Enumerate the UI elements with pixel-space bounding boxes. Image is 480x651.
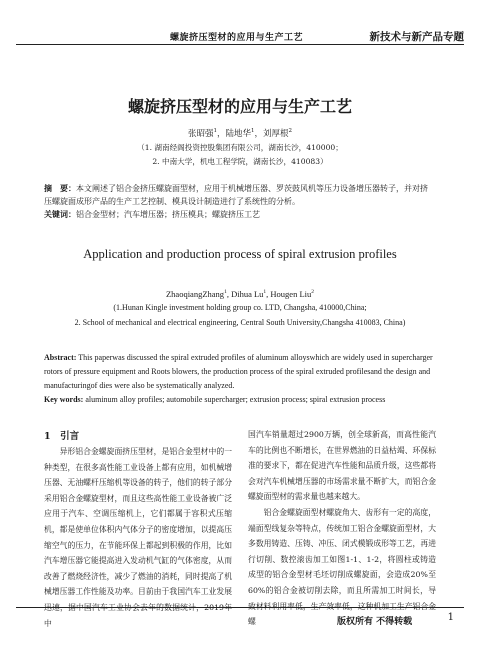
section-heading-introduction: 1 引言	[44, 431, 80, 442]
author-separator: ，	[254, 129, 264, 139]
author-en-1-aff: 1	[224, 289, 227, 296]
abstract-chinese	[44, 182, 434, 208]
abstract-text-en: This paperwas discussed the spiral extruded profiles of aluminum alloyswhich are widely used in supercharger rotors of pressure equipment and Roots blowers, the production process of the spiral extruded profilesand the design and manufacturingof dies were also be systematically analyzed.	[44, 353, 433, 390]
author-separator: ,	[226, 289, 232, 299]
title-chinese: 螺旋挤压型材的应用与生产工艺	[127, 97, 352, 116]
body-column-right	[248, 427, 436, 630]
author-en-3-aff: 2	[311, 289, 314, 296]
header-rule	[16, 44, 464, 45]
body-paragraph: 铝合金螺旋面型材螺旋角大、齿形有一定的高度，端面型线复杂等特点，传统加工铝合金螺旋面型材，大多数用铸造、压铸、冲压、闭式模锻成形等工艺，再进行切削、数控滚齿加工如图1-1、1-2，将圆柱或铸造成型的铝合金型材毛坯切削成螺旋面，会造成20%至60%的铝合金被切削去除，而且所需加工时间长，导致材料利用率低，生产效率低，这种机加工生产铝合金螺	[248, 507, 436, 627]
footer-rule	[16, 607, 464, 608]
author-cn-3: 刘厚根	[263, 129, 289, 139]
abstract-label-en: Abstract:	[44, 353, 77, 362]
abstract-text-cn: 本文阐述了铝合金挤压螺旋面型材，应用于机械增压器、罗茨鼓风机等压力设备增压器转子，并对挤压螺旋面成形产品的生产工艺控制、模具设计制造进行了系统性的分析。	[44, 184, 428, 206]
title-english: Application and production process of spiral extrusion profiles	[83, 247, 397, 261]
author-separator: ,	[266, 289, 271, 299]
copyright-notice: 版权所有 不得转载	[337, 617, 413, 627]
author-separator: ，	[216, 129, 226, 139]
author-cn-3-aff: 2	[288, 128, 293, 135]
abstract-english	[44, 351, 434, 393]
keywords-text-en: aluminum alloy profiles; automobile supercharger; extrusion process; spiral extrusion process	[85, 395, 386, 404]
body-paragraph: 国汽车销量超过2900万辆，创全球新高，而高性能汽车的比例也不断增长，在世界燃油的日益枯竭、环保标准的要求下，都在促进汽车性能和品质升级，这些都将会对汽车机械增压器的市场需求量不断扩大，而铝合金螺旋面型材的需求量也越来越大。	[248, 430, 436, 502]
author-cn-2-aff: 1	[251, 128, 255, 135]
keywords-chinese	[44, 209, 434, 220]
author-en-1: ZhaoqiangZhang	[165, 289, 225, 299]
abstract-label-cn: 摘 要：	[44, 183, 76, 193]
keywords-text-cn: 铝合金型材；汽车增压器；挤压模具；螺旋挤压工艺	[76, 210, 260, 219]
body-paragraph: 异形铝合金螺旋面挤压型材，是铝合金型材中的一种类型，在很多高性能工业设备上都有应用，如机械增压器、无油螺杆压缩机等设备的转子，他们的转子部分采用铝合金螺旋型材，而且这些高性能工业设备被广泛应用于汽车、空调压缩机上，它们都属于容积式压缩机，都是使单位体积内气体分子的密度增加，以提高压缩空气的压力，在节能环保上都起到积极的作用，比如汽车增压器它能提高进入发动机气缸的气体密度，从而改善了燃烧经济性，减少了燃油的消耗，同时提高了机械增压器工作性能及功率。目前由于我国汽车工业发展迅速，据中国汽车工业协会去年的数据统计，2019年中	[44, 447, 232, 628]
author-cn-1-aff: 1	[213, 128, 217, 135]
keywords-label-en: Key words:	[44, 395, 84, 404]
affiliation-en-2: 2. School of mechanical and electrical engineering, Central South University,Changsha 410083, China)	[74, 318, 406, 327]
keywords-english	[44, 395, 434, 404]
authors-chinese	[0, 127, 480, 139]
author-en-2-aff: 1	[263, 289, 267, 296]
author-en-3: Hougen Liu	[270, 289, 312, 299]
author-en-2: Dihua Lu	[231, 289, 264, 299]
author-cn-2: 陆地华	[225, 129, 251, 139]
body-column-left	[44, 444, 232, 631]
affiliation-cn-1: （1. 湖南经阁投资控股集团有限公司，湖南长沙，410000；	[137, 143, 343, 152]
authors-english	[0, 289, 480, 299]
affiliation-cn-2: 2. 中南大学，机电工程学院，湖南长沙，410083）	[152, 157, 328, 166]
author-cn-1: 张昭强	[187, 129, 214, 139]
affiliation-en-1: (1.Hunan Kingle investment holding group co. LTD, Changsha, 410000,China;	[113, 303, 367, 312]
running-header-section: 新技术与新产品专题	[369, 31, 464, 43]
running-header-title: 螺旋挤压型材的应用与生产工艺	[170, 33, 304, 43]
keywords-label-cn: 关键词：	[44, 209, 76, 219]
page-number: 1	[447, 612, 454, 623]
